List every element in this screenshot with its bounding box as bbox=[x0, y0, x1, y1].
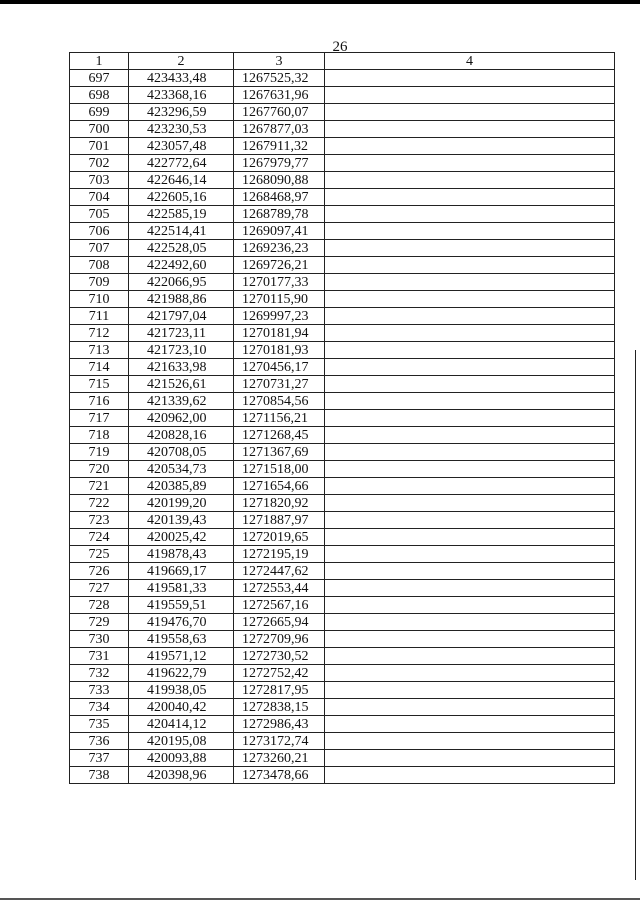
notes-cell bbox=[325, 427, 615, 444]
y-coordinate-cell: 1267525,32 bbox=[234, 70, 325, 87]
point-number-cell: 702 bbox=[70, 155, 129, 172]
table-row bbox=[70, 342, 615, 359]
point-number-cell: 738 bbox=[70, 767, 129, 784]
x-coordinate-cell: 420962,00 bbox=[129, 410, 234, 427]
y-coordinate-cell: 1271367,69 bbox=[234, 444, 325, 461]
point-number-cell: 709 bbox=[70, 274, 129, 291]
table-row bbox=[70, 410, 615, 427]
x-coordinate-cell: 422514,41 bbox=[129, 223, 234, 240]
notes-cell bbox=[325, 274, 615, 291]
notes-cell bbox=[325, 393, 615, 410]
table-row bbox=[70, 495, 615, 512]
column-header-3: 3 bbox=[234, 53, 325, 70]
point-number-cell: 698 bbox=[70, 87, 129, 104]
notes-cell bbox=[325, 240, 615, 257]
x-coordinate-cell: 419622,79 bbox=[129, 665, 234, 682]
table-body bbox=[70, 70, 615, 784]
table-row bbox=[70, 597, 615, 614]
point-number-cell: 720 bbox=[70, 461, 129, 478]
notes-cell bbox=[325, 682, 615, 699]
y-coordinate-cell: 1273172,74 bbox=[234, 733, 325, 750]
table-row bbox=[70, 308, 615, 325]
y-coordinate-cell: 1272019,65 bbox=[234, 529, 325, 546]
table-row bbox=[70, 257, 615, 274]
table-row bbox=[70, 631, 615, 648]
point-number-cell: 708 bbox=[70, 257, 129, 274]
y-coordinate-cell: 1272817,95 bbox=[234, 682, 325, 699]
point-number-cell: 704 bbox=[70, 189, 129, 206]
x-coordinate-cell: 420385,89 bbox=[129, 478, 234, 495]
y-coordinate-cell: 1270181,93 bbox=[234, 342, 325, 359]
table-row bbox=[70, 648, 615, 665]
table-row bbox=[70, 614, 615, 631]
notes-cell bbox=[325, 461, 615, 478]
point-number-cell: 727 bbox=[70, 580, 129, 597]
scan-edge-right bbox=[635, 350, 636, 880]
point-number-cell: 707 bbox=[70, 240, 129, 257]
y-coordinate-cell: 1272730,52 bbox=[234, 648, 325, 665]
y-coordinate-cell: 1267979,77 bbox=[234, 155, 325, 172]
table-row bbox=[70, 189, 615, 206]
table-row bbox=[70, 325, 615, 342]
point-number-cell: 731 bbox=[70, 648, 129, 665]
y-coordinate-cell: 1269726,21 bbox=[234, 257, 325, 274]
table-row bbox=[70, 104, 615, 121]
point-number-cell: 700 bbox=[70, 121, 129, 138]
point-number-cell: 701 bbox=[70, 138, 129, 155]
table-row bbox=[70, 733, 615, 750]
table-row bbox=[70, 393, 615, 410]
point-number-cell: 714 bbox=[70, 359, 129, 376]
y-coordinate-cell: 1267631,96 bbox=[234, 87, 325, 104]
notes-cell bbox=[325, 580, 615, 597]
y-coordinate-cell: 1272567,16 bbox=[234, 597, 325, 614]
y-coordinate-cell: 1273478,66 bbox=[234, 767, 325, 784]
x-coordinate-cell: 419938,05 bbox=[129, 682, 234, 699]
x-coordinate-cell: 420534,73 bbox=[129, 461, 234, 478]
notes-cell bbox=[325, 597, 615, 614]
y-coordinate-cell: 1267911,32 bbox=[234, 138, 325, 155]
point-number-cell: 703 bbox=[70, 172, 129, 189]
notes-cell bbox=[325, 342, 615, 359]
point-number-cell: 718 bbox=[70, 427, 129, 444]
x-coordinate-cell: 422585,19 bbox=[129, 206, 234, 223]
notes-cell bbox=[325, 665, 615, 682]
notes-cell bbox=[325, 648, 615, 665]
y-coordinate-cell: 1272752,42 bbox=[234, 665, 325, 682]
point-number-cell: 716 bbox=[70, 393, 129, 410]
table-row bbox=[70, 138, 615, 155]
x-coordinate-cell: 421723,10 bbox=[129, 342, 234, 359]
notes-cell bbox=[325, 257, 615, 274]
x-coordinate-cell: 420093,88 bbox=[129, 750, 234, 767]
x-coordinate-cell: 421988,86 bbox=[129, 291, 234, 308]
point-number-cell: 730 bbox=[70, 631, 129, 648]
table-row bbox=[70, 172, 615, 189]
column-header-1: 1 bbox=[70, 53, 129, 70]
point-number-cell: 717 bbox=[70, 410, 129, 427]
point-number-cell: 724 bbox=[70, 529, 129, 546]
point-number-cell: 711 bbox=[70, 308, 129, 325]
x-coordinate-cell: 419581,33 bbox=[129, 580, 234, 597]
table-row bbox=[70, 240, 615, 257]
notes-cell bbox=[325, 563, 615, 580]
point-number-cell: 732 bbox=[70, 665, 129, 682]
y-coordinate-cell: 1272447,62 bbox=[234, 563, 325, 580]
x-coordinate-cell: 419559,51 bbox=[129, 597, 234, 614]
notes-cell bbox=[325, 631, 615, 648]
y-coordinate-cell: 1273260,21 bbox=[234, 750, 325, 767]
point-number-cell: 733 bbox=[70, 682, 129, 699]
x-coordinate-cell: 423433,48 bbox=[129, 70, 234, 87]
x-coordinate-cell: 421633,98 bbox=[129, 359, 234, 376]
scan-edge-bottom bbox=[0, 898, 640, 900]
point-number-cell: 697 bbox=[70, 70, 129, 87]
notes-cell bbox=[325, 291, 615, 308]
table-row bbox=[70, 121, 615, 138]
x-coordinate-cell: 420195,08 bbox=[129, 733, 234, 750]
point-number-cell: 699 bbox=[70, 104, 129, 121]
notes-cell bbox=[325, 376, 615, 393]
x-coordinate-cell: 422772,64 bbox=[129, 155, 234, 172]
x-coordinate-cell: 422646,14 bbox=[129, 172, 234, 189]
table-row bbox=[70, 444, 615, 461]
x-coordinate-cell: 422492,60 bbox=[129, 257, 234, 274]
table-row bbox=[70, 87, 615, 104]
table-header-row bbox=[70, 53, 615, 70]
table-row bbox=[70, 223, 615, 240]
x-coordinate-cell: 420398,96 bbox=[129, 767, 234, 784]
table-row bbox=[70, 512, 615, 529]
table-row bbox=[70, 682, 615, 699]
x-coordinate-cell: 421723,11 bbox=[129, 325, 234, 342]
x-coordinate-cell: 421339,62 bbox=[129, 393, 234, 410]
notes-cell bbox=[325, 478, 615, 495]
table-row bbox=[70, 716, 615, 733]
x-coordinate-cell: 420199,20 bbox=[129, 495, 234, 512]
x-coordinate-cell: 419571,12 bbox=[129, 648, 234, 665]
x-coordinate-cell: 422605,16 bbox=[129, 189, 234, 206]
page-number: 26 bbox=[332, 39, 348, 55]
point-number-cell: 715 bbox=[70, 376, 129, 393]
table-row bbox=[70, 529, 615, 546]
notes-cell bbox=[325, 512, 615, 529]
point-number-cell: 726 bbox=[70, 563, 129, 580]
table-row bbox=[70, 206, 615, 223]
point-number-cell: 734 bbox=[70, 699, 129, 716]
notes-cell bbox=[325, 359, 615, 376]
y-coordinate-cell: 1270115,90 bbox=[234, 291, 325, 308]
notes-cell bbox=[325, 70, 615, 87]
table-row bbox=[70, 750, 615, 767]
point-number-cell: 712 bbox=[70, 325, 129, 342]
y-coordinate-cell: 1269236,23 bbox=[234, 240, 325, 257]
y-coordinate-cell: 1272553,44 bbox=[234, 580, 325, 597]
coordinates-table bbox=[69, 52, 615, 784]
notes-cell bbox=[325, 206, 615, 223]
x-coordinate-cell: 421797,04 bbox=[129, 308, 234, 325]
notes-cell bbox=[325, 155, 615, 172]
x-coordinate-cell: 420139,43 bbox=[129, 512, 234, 529]
y-coordinate-cell: 1268789,78 bbox=[234, 206, 325, 223]
point-number-cell: 737 bbox=[70, 750, 129, 767]
x-coordinate-cell: 423296,59 bbox=[129, 104, 234, 121]
x-coordinate-cell: 423057,48 bbox=[129, 138, 234, 155]
y-coordinate-cell: 1272195,19 bbox=[234, 546, 325, 563]
table-row bbox=[70, 665, 615, 682]
y-coordinate-cell: 1267760,07 bbox=[234, 104, 325, 121]
notes-cell bbox=[325, 104, 615, 121]
table-row bbox=[70, 478, 615, 495]
y-coordinate-cell: 1271156,21 bbox=[234, 410, 325, 427]
point-number-cell: 729 bbox=[70, 614, 129, 631]
x-coordinate-cell: 422528,05 bbox=[129, 240, 234, 257]
point-number-cell: 710 bbox=[70, 291, 129, 308]
notes-cell bbox=[325, 308, 615, 325]
point-number-cell: 705 bbox=[70, 206, 129, 223]
x-coordinate-cell: 419476,70 bbox=[129, 614, 234, 631]
table-row bbox=[70, 580, 615, 597]
x-coordinate-cell: 420025,42 bbox=[129, 529, 234, 546]
y-coordinate-cell: 1272986,43 bbox=[234, 716, 325, 733]
x-coordinate-cell: 420414,12 bbox=[129, 716, 234, 733]
y-coordinate-cell: 1269997,23 bbox=[234, 308, 325, 325]
notes-cell bbox=[325, 733, 615, 750]
y-coordinate-cell: 1271518,00 bbox=[234, 461, 325, 478]
notes-cell bbox=[325, 410, 615, 427]
x-coordinate-cell: 419878,43 bbox=[129, 546, 234, 563]
table-row bbox=[70, 699, 615, 716]
table-row bbox=[70, 767, 615, 784]
column-header-4: 4 bbox=[325, 53, 615, 70]
point-number-cell: 723 bbox=[70, 512, 129, 529]
y-coordinate-cell: 1271268,45 bbox=[234, 427, 325, 444]
y-coordinate-cell: 1272665,94 bbox=[234, 614, 325, 631]
notes-cell bbox=[325, 495, 615, 512]
point-number-cell: 736 bbox=[70, 733, 129, 750]
point-number-cell: 725 bbox=[70, 546, 129, 563]
x-coordinate-cell: 420040,42 bbox=[129, 699, 234, 716]
point-number-cell: 728 bbox=[70, 597, 129, 614]
notes-cell bbox=[325, 716, 615, 733]
x-coordinate-cell: 421526,61 bbox=[129, 376, 234, 393]
x-coordinate-cell: 423230,53 bbox=[129, 121, 234, 138]
point-number-cell: 706 bbox=[70, 223, 129, 240]
notes-cell bbox=[325, 529, 615, 546]
notes-cell bbox=[325, 325, 615, 342]
table-row bbox=[70, 563, 615, 580]
x-coordinate-cell: 422066,95 bbox=[129, 274, 234, 291]
table-row bbox=[70, 291, 615, 308]
notes-cell bbox=[325, 546, 615, 563]
y-coordinate-cell: 1271820,92 bbox=[234, 495, 325, 512]
y-coordinate-cell: 1267877,03 bbox=[234, 121, 325, 138]
x-coordinate-cell: 419558,63 bbox=[129, 631, 234, 648]
notes-cell bbox=[325, 172, 615, 189]
y-coordinate-cell: 1268090,88 bbox=[234, 172, 325, 189]
notes-cell bbox=[325, 699, 615, 716]
point-number-cell: 713 bbox=[70, 342, 129, 359]
y-coordinate-cell: 1270181,94 bbox=[234, 325, 325, 342]
table-row bbox=[70, 546, 615, 563]
table-row bbox=[70, 274, 615, 291]
table-row bbox=[70, 155, 615, 172]
y-coordinate-cell: 1272709,96 bbox=[234, 631, 325, 648]
x-coordinate-cell: 420708,05 bbox=[129, 444, 234, 461]
y-coordinate-cell: 1270731,27 bbox=[234, 376, 325, 393]
notes-cell bbox=[325, 750, 615, 767]
notes-cell bbox=[325, 614, 615, 631]
point-number-cell: 719 bbox=[70, 444, 129, 461]
table-row bbox=[70, 461, 615, 478]
y-coordinate-cell: 1272838,15 bbox=[234, 699, 325, 716]
x-coordinate-cell: 419669,17 bbox=[129, 563, 234, 580]
point-number-cell: 735 bbox=[70, 716, 129, 733]
notes-cell bbox=[325, 767, 615, 784]
notes-cell bbox=[325, 444, 615, 461]
y-coordinate-cell: 1270854,56 bbox=[234, 393, 325, 410]
notes-cell bbox=[325, 121, 615, 138]
notes-cell bbox=[325, 138, 615, 155]
notes-cell bbox=[325, 87, 615, 104]
table-row bbox=[70, 427, 615, 444]
notes-cell bbox=[325, 223, 615, 240]
y-coordinate-cell: 1271887,97 bbox=[234, 512, 325, 529]
point-number-cell: 721 bbox=[70, 478, 129, 495]
y-coordinate-cell: 1270456,17 bbox=[234, 359, 325, 376]
x-coordinate-cell: 420828,16 bbox=[129, 427, 234, 444]
notes-cell bbox=[325, 189, 615, 206]
table-row bbox=[70, 376, 615, 393]
column-header-2: 2 bbox=[129, 53, 234, 70]
table-row bbox=[70, 359, 615, 376]
table-row bbox=[70, 70, 615, 87]
scan-edge-top-right bbox=[500, 0, 640, 2]
point-number-cell: 722 bbox=[70, 495, 129, 512]
y-coordinate-cell: 1269097,41 bbox=[234, 223, 325, 240]
y-coordinate-cell: 1270177,33 bbox=[234, 274, 325, 291]
x-coordinate-cell: 423368,16 bbox=[129, 87, 234, 104]
y-coordinate-cell: 1271654,66 bbox=[234, 478, 325, 495]
y-coordinate-cell: 1268468,97 bbox=[234, 189, 325, 206]
